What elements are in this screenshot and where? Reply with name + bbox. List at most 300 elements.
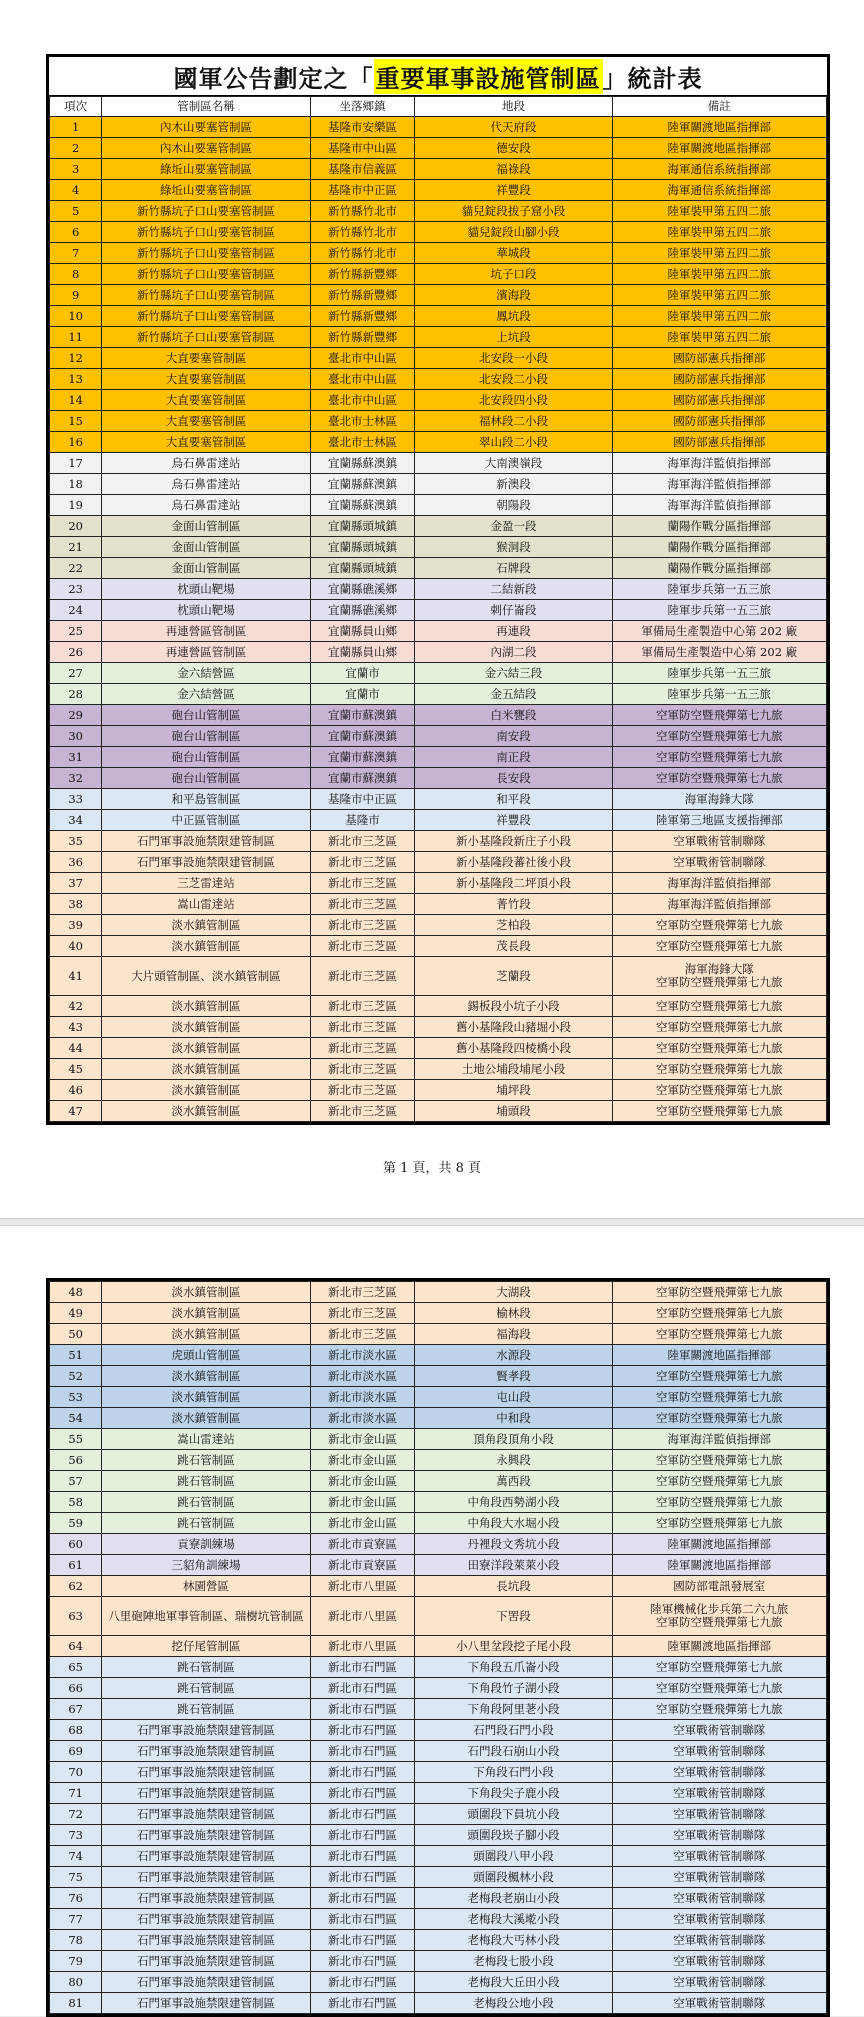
cell-remarks: 空軍防空暨飛彈第七九旅 bbox=[612, 1080, 826, 1101]
cell-remarks: 陸軍裝甲第五四二旅 bbox=[612, 243, 826, 264]
cell-remarks: 空軍戰術管制聯隊 bbox=[612, 1930, 826, 1951]
table-row bbox=[50, 306, 827, 327]
cell-township: 宜蘭縣頭城鎮 bbox=[310, 516, 415, 537]
cell-remarks: 陸軍步兵第一五三旅 bbox=[612, 600, 826, 621]
cell-zone-name: 淡水鎮管制區 bbox=[102, 1038, 310, 1059]
cell-index: 29 bbox=[50, 705, 102, 726]
cell-township: 新北市淡水區 bbox=[310, 1387, 415, 1408]
cell-zone-name: 石門軍事設施禁限建管制區 bbox=[102, 1867, 310, 1888]
cell-township: 新北市三芝區 bbox=[310, 996, 415, 1017]
cell-land-section: 石門段石門小段 bbox=[415, 1720, 612, 1741]
table-row bbox=[50, 1366, 827, 1387]
cell-zone-name: 石門軍事設施禁限建管制區 bbox=[102, 1846, 310, 1867]
cell-remarks: 空軍戰術管制聯隊 bbox=[612, 1720, 826, 1741]
cell-remarks: 空軍防空暨飛彈第七九旅 bbox=[612, 747, 826, 768]
table-body bbox=[50, 1282, 827, 2014]
cell-township: 新北市石門區 bbox=[310, 1909, 415, 1930]
cell-zone-name: 石門軍事設施禁限建管制區 bbox=[102, 1930, 310, 1951]
cell-zone-name: 再連營區管制區 bbox=[102, 642, 310, 663]
table-row bbox=[50, 1513, 827, 1534]
cell-index: 42 bbox=[50, 996, 102, 1017]
cell-zone-name: 淡水鎮管制區 bbox=[102, 996, 310, 1017]
table-row bbox=[50, 327, 827, 348]
cell-township: 宜蘭縣員山鄉 bbox=[310, 642, 415, 663]
table-row bbox=[50, 516, 827, 537]
cell-remarks: 陸軍裝甲第五四二旅 bbox=[612, 222, 826, 243]
remarks-line: 海軍海鋒大隊 bbox=[684, 962, 754, 976]
table-row bbox=[50, 1492, 827, 1513]
cell-township: 臺北市士林區 bbox=[310, 411, 415, 432]
cell-zone-name: 新竹縣坑子口山要塞管制區 bbox=[102, 327, 310, 348]
cell-zone-name: 石門軍事設施禁限建管制區 bbox=[102, 1825, 310, 1846]
cell-index: 40 bbox=[50, 936, 102, 957]
cell-township: 新北市三芝區 bbox=[310, 936, 415, 957]
cell-remarks: 軍備局生產製造中心第 202 廠 bbox=[612, 621, 826, 642]
cell-index: 10 bbox=[50, 306, 102, 327]
cell-land-section: 下罟段 bbox=[415, 1597, 612, 1636]
cell-township: 新竹縣竹北市 bbox=[310, 201, 415, 222]
table-row bbox=[50, 747, 827, 768]
cell-township: 新北市三芝區 bbox=[310, 957, 415, 996]
cell-index: 34 bbox=[50, 810, 102, 831]
table-row bbox=[50, 1597, 827, 1636]
table-row bbox=[50, 852, 827, 873]
statistics-table-frame bbox=[46, 54, 830, 1125]
cell-zone-name: 跳石管制區 bbox=[102, 1471, 310, 1492]
cell-land-section: 中角段西勢湖小段 bbox=[415, 1492, 612, 1513]
table-row bbox=[50, 810, 827, 831]
table-row bbox=[50, 621, 827, 642]
cell-remarks: 海軍通信系統指揮部 bbox=[612, 159, 826, 180]
cell-township: 新北市三芝區 bbox=[310, 894, 415, 915]
cell-zone-name: 金面山管制區 bbox=[102, 537, 310, 558]
cell-township: 宜蘭縣蘇澳鎮 bbox=[310, 495, 415, 516]
table-row bbox=[50, 1846, 827, 1867]
cell-index: 15 bbox=[50, 411, 102, 432]
table-row bbox=[50, 474, 827, 495]
table-row bbox=[50, 201, 827, 222]
cell-land-section: 下角段尖子鹿小段 bbox=[415, 1783, 612, 1804]
table-row bbox=[50, 1867, 827, 1888]
cell-land-section: 土地公埔段埔尾小段 bbox=[415, 1059, 612, 1080]
cell-zone-name: 石門軍事設施禁限建管制區 bbox=[102, 1909, 310, 1930]
cell-remarks: 陸軍關渡地區指揮部 bbox=[612, 1534, 826, 1555]
table-row bbox=[50, 1324, 827, 1345]
cell-index: 2 bbox=[50, 138, 102, 159]
cell-zone-name: 綠坵山要塞管制區 bbox=[102, 159, 310, 180]
cell-index: 55 bbox=[50, 1429, 102, 1450]
table-row bbox=[50, 1825, 827, 1846]
cell-land-section: 二結新段 bbox=[415, 579, 612, 600]
cell-index: 32 bbox=[50, 768, 102, 789]
cell-index: 35 bbox=[50, 831, 102, 852]
table-row bbox=[50, 1038, 827, 1059]
cell-land-section: 石牌段 bbox=[415, 558, 612, 579]
cell-land-section: 新小基隆段蕃社後小段 bbox=[415, 852, 612, 873]
table-row bbox=[50, 159, 827, 180]
cell-land-section: 長安段 bbox=[415, 768, 612, 789]
cell-zone-name: 和平島管制區 bbox=[102, 789, 310, 810]
cell-zone-name: 大直要塞管制區 bbox=[102, 432, 310, 453]
cell-township: 基隆市信義區 bbox=[310, 159, 415, 180]
cell-land-section: 賢孝段 bbox=[415, 1366, 612, 1387]
cell-zone-name: 烏石鼻雷達站 bbox=[102, 495, 310, 516]
cell-land-section: 頭圍段楓林小段 bbox=[415, 1867, 612, 1888]
cell-index: 50 bbox=[50, 1324, 102, 1345]
cell-index: 30 bbox=[50, 726, 102, 747]
cell-index: 66 bbox=[50, 1678, 102, 1699]
cell-zone-name: 跳石管制區 bbox=[102, 1678, 310, 1699]
cell-township: 新北市金山區 bbox=[310, 1471, 415, 1492]
cell-township: 宜蘭市蘇澳鎮 bbox=[310, 747, 415, 768]
cell-index: 27 bbox=[50, 663, 102, 684]
cell-land-section: 石門段石崩山小段 bbox=[415, 1741, 612, 1762]
cell-zone-name: 綠坵山要塞管制區 bbox=[102, 180, 310, 201]
cell-land-section: 南安段 bbox=[415, 726, 612, 747]
cell-zone-name: 淡水鎮管制區 bbox=[102, 1017, 310, 1038]
table-row bbox=[50, 1783, 827, 1804]
cell-zone-name: 淡水鎮管制區 bbox=[102, 1324, 310, 1345]
cell-land-section: 埔坪段 bbox=[415, 1080, 612, 1101]
cell-land-section: 菁竹段 bbox=[415, 894, 612, 915]
cell-remarks: 海軍海洋監偵指揮部 bbox=[612, 1429, 826, 1450]
cell-zone-name: 石門軍事設施禁限建管制區 bbox=[102, 1951, 310, 1972]
cell-index: 74 bbox=[50, 1846, 102, 1867]
cell-index: 65 bbox=[50, 1657, 102, 1678]
cell-index: 61 bbox=[50, 1555, 102, 1576]
cell-township: 新北市三芝區 bbox=[310, 1017, 415, 1038]
cell-index: 81 bbox=[50, 1993, 102, 2014]
cell-remarks: 空軍防空暨飛彈第七九旅 bbox=[612, 915, 826, 936]
cell-land-section: 金盈一段 bbox=[415, 516, 612, 537]
table-row bbox=[50, 138, 827, 159]
cell-zone-name: 大直要塞管制區 bbox=[102, 411, 310, 432]
header-zone-name: 管制區名稱 bbox=[102, 97, 310, 117]
cell-remarks: 國防部憲兵指揮部 bbox=[612, 369, 826, 390]
cell-index: 80 bbox=[50, 1972, 102, 1993]
cell-zone-name: 石門軍事設施禁限建管制區 bbox=[102, 1720, 310, 1741]
cell-township: 新北市三芝區 bbox=[310, 831, 415, 852]
cell-township: 宜蘭市 bbox=[310, 663, 415, 684]
cell-index: 69 bbox=[50, 1741, 102, 1762]
cell-township: 新北市石門區 bbox=[310, 1951, 415, 1972]
cell-index: 59 bbox=[50, 1513, 102, 1534]
table-row bbox=[50, 180, 827, 201]
cell-land-section: 華城段 bbox=[415, 243, 612, 264]
cell-remarks: 空軍防空暨飛彈第七九旅 bbox=[612, 1101, 826, 1122]
cell-zone-name: 砲台山管制區 bbox=[102, 705, 310, 726]
table-row bbox=[50, 1888, 827, 1909]
table-row bbox=[50, 495, 827, 516]
cell-township: 基隆市中正區 bbox=[310, 789, 415, 810]
cell-remarks: 空軍防空暨飛彈第七九旅 bbox=[612, 705, 826, 726]
cell-zone-name: 跳石管制區 bbox=[102, 1492, 310, 1513]
cell-zone-name: 三芝雷達站 bbox=[102, 873, 310, 894]
cell-land-section: 大南澳嶺段 bbox=[415, 453, 612, 474]
remarks-line: 空軍防空暨飛彈第七九旅 bbox=[656, 1615, 783, 1629]
cell-remarks: 國防部憲兵指揮部 bbox=[612, 348, 826, 369]
statistics-table-continued bbox=[49, 1281, 827, 2014]
table-row bbox=[50, 1534, 827, 1555]
cell-land-section: 頭圍段崁子腳小段 bbox=[415, 1825, 612, 1846]
table-row bbox=[50, 726, 827, 747]
cell-township: 新北市三芝區 bbox=[310, 1059, 415, 1080]
cell-index: 51 bbox=[50, 1345, 102, 1366]
cell-zone-name: 跳石管制區 bbox=[102, 1513, 310, 1534]
cell-remarks: 空軍防空暨飛彈第七九旅 bbox=[612, 1699, 826, 1720]
cell-remarks: 蘭陽作戰分區指揮部 bbox=[612, 558, 826, 579]
cell-township: 新北市金山區 bbox=[310, 1450, 415, 1471]
cell-remarks: 空軍戰術管制聯隊 bbox=[612, 1951, 826, 1972]
header-row bbox=[50, 97, 827, 117]
cell-township: 新北市三芝區 bbox=[310, 873, 415, 894]
cell-township: 新北市三芝區 bbox=[310, 1282, 415, 1303]
cell-land-section: 貓兒錠段山腳小段 bbox=[415, 222, 612, 243]
cell-remarks: 國防部憲兵指揮部 bbox=[612, 432, 826, 453]
remarks-line: 空軍防空暨飛彈第七九旅 bbox=[656, 975, 783, 989]
cell-index: 28 bbox=[50, 684, 102, 705]
cell-land-section: 田寮洋段萊萊小段 bbox=[415, 1555, 612, 1576]
cell-index: 7 bbox=[50, 243, 102, 264]
cell-land-section: 北安段二小段 bbox=[415, 369, 612, 390]
table-row bbox=[50, 1555, 827, 1576]
cell-remarks: 陸軍裝甲第五四二旅 bbox=[612, 327, 826, 348]
cell-remarks: 空軍戰術管制聯隊 bbox=[612, 1888, 826, 1909]
cell-index: 56 bbox=[50, 1450, 102, 1471]
cell-land-section: 猴洞段 bbox=[415, 537, 612, 558]
cell-land-section: 鳳坑段 bbox=[415, 306, 612, 327]
cell-index: 46 bbox=[50, 1080, 102, 1101]
cell-land-section: 下角段竹子湖小段 bbox=[415, 1678, 612, 1699]
cell-remarks: 陸軍關渡地區指揮部 bbox=[612, 138, 826, 159]
cell-zone-name: 石門軍事設施禁限建管制區 bbox=[102, 1741, 310, 1762]
table-row bbox=[50, 1657, 827, 1678]
cell-zone-name: 淡水鎮管制區 bbox=[102, 1303, 310, 1324]
table-row bbox=[50, 789, 827, 810]
cell-zone-name: 淡水鎮管制區 bbox=[102, 1408, 310, 1429]
cell-township: 宜蘭縣礁溪鄉 bbox=[310, 579, 415, 600]
cell-zone-name: 新竹縣坑子口山要塞管制區 bbox=[102, 222, 310, 243]
cell-remarks: 空軍戰術管制聯隊 bbox=[612, 1972, 826, 1993]
cell-index: 14 bbox=[50, 390, 102, 411]
cell-index: 49 bbox=[50, 1303, 102, 1324]
cell-township: 臺北市中山區 bbox=[310, 369, 415, 390]
cell-township: 新北市石門區 bbox=[310, 1993, 415, 2014]
cell-remarks: 空軍防空暨飛彈第七九旅 bbox=[612, 996, 826, 1017]
cell-zone-name: 新竹縣坑子口山要塞管制區 bbox=[102, 201, 310, 222]
table-row bbox=[50, 453, 827, 474]
cell-index: 11 bbox=[50, 327, 102, 348]
table-row bbox=[50, 558, 827, 579]
cell-remarks: 空軍戰術管制聯隊 bbox=[612, 1741, 826, 1762]
table-row bbox=[50, 642, 827, 663]
cell-remarks: 陸軍步兵第一五三旅 bbox=[612, 684, 826, 705]
table-row bbox=[50, 705, 827, 726]
table-row bbox=[50, 831, 827, 852]
cell-remarks: 空軍防空暨飛彈第七九旅 bbox=[612, 1450, 826, 1471]
cell-zone-name: 大片頭管制區、淡水鎮管制區 bbox=[102, 957, 310, 996]
cell-land-section: 錫板段小坑子小段 bbox=[415, 996, 612, 1017]
cell-remarks: 陸軍裝甲第五四二旅 bbox=[612, 264, 826, 285]
cell-remarks: 空軍防空暨飛彈第七九旅 bbox=[612, 1017, 826, 1038]
table-row bbox=[50, 1345, 827, 1366]
cell-zone-name: 石門軍事設施禁限建管制區 bbox=[102, 852, 310, 873]
cell-remarks: 空軍防空暨飛彈第七九旅 bbox=[612, 768, 826, 789]
cell-index: 52 bbox=[50, 1366, 102, 1387]
cell-land-section: 新小基隆段二坪頂小段 bbox=[415, 873, 612, 894]
table-row bbox=[50, 348, 827, 369]
cell-zone-name: 石門軍事設施禁限建管制區 bbox=[102, 1804, 310, 1825]
cell-township: 臺北市中山區 bbox=[310, 348, 415, 369]
cell-index: 77 bbox=[50, 1909, 102, 1930]
cell-township: 新北市石門區 bbox=[310, 1930, 415, 1951]
cell-remarks: 空軍防空暨飛彈第七九旅 bbox=[612, 1366, 826, 1387]
table-row bbox=[50, 1951, 827, 1972]
cell-index: 12 bbox=[50, 348, 102, 369]
cell-township: 新北市石門區 bbox=[310, 1720, 415, 1741]
cell-township: 新北市三芝區 bbox=[310, 1303, 415, 1324]
cell-township: 新竹縣新豐鄉 bbox=[310, 264, 415, 285]
cell-land-section: 永興段 bbox=[415, 1450, 612, 1471]
cell-index: 72 bbox=[50, 1804, 102, 1825]
cell-remarks: 陸軍步兵第一五三旅 bbox=[612, 663, 826, 684]
cell-zone-name: 大直要塞管制區 bbox=[102, 369, 310, 390]
table-row bbox=[50, 1909, 827, 1930]
cell-index: 68 bbox=[50, 1720, 102, 1741]
cell-land-section: 老梅段老崩山小段 bbox=[415, 1888, 612, 1909]
cell-zone-name: 枕頭山靶場 bbox=[102, 600, 310, 621]
table-row bbox=[50, 1059, 827, 1080]
cell-land-section: 北安段一小段 bbox=[415, 348, 612, 369]
table-row bbox=[50, 684, 827, 705]
cell-remarks: 空軍防空暨飛彈第七九旅 bbox=[612, 1657, 826, 1678]
statistics-table bbox=[49, 96, 827, 1122]
cell-index: 64 bbox=[50, 1636, 102, 1657]
cell-zone-name: 石門軍事設施禁限建管制區 bbox=[102, 1783, 310, 1804]
cell-land-section: 小八里坌段挖子尾小段 bbox=[415, 1636, 612, 1657]
cell-zone-name: 新竹縣坑子口山要塞管制區 bbox=[102, 306, 310, 327]
cell-land-section: 北安段四小段 bbox=[415, 390, 612, 411]
cell-zone-name: 烏石鼻雷達站 bbox=[102, 474, 310, 495]
cell-zone-name: 大直要塞管制區 bbox=[102, 348, 310, 369]
cell-zone-name: 石門軍事設施禁限建管制區 bbox=[102, 1993, 310, 2014]
cell-remarks: 海軍海洋監偵指揮部 bbox=[612, 453, 826, 474]
cell-remarks: 國防部電訊發展室 bbox=[612, 1576, 826, 1597]
cell-township: 宜蘭縣蘇澳鎮 bbox=[310, 474, 415, 495]
table-row bbox=[50, 390, 827, 411]
cell-township: 新北市三芝區 bbox=[310, 1080, 415, 1101]
cell-index: 63 bbox=[50, 1597, 102, 1636]
cell-index: 5 bbox=[50, 201, 102, 222]
cell-remarks: 海軍海洋監偵指揮部 bbox=[612, 894, 826, 915]
cell-township: 新北市石門區 bbox=[310, 1825, 415, 1846]
cell-land-section: 內湖二段 bbox=[415, 642, 612, 663]
cell-land-section: 頭圍段下員坑小段 bbox=[415, 1804, 612, 1825]
cell-remarks: 空軍戰術管制聯隊 bbox=[612, 1825, 826, 1846]
cell-zone-name: 淡水鎮管制區 bbox=[102, 1101, 310, 1122]
table-row bbox=[50, 1678, 827, 1699]
cell-zone-name: 淡水鎮管制區 bbox=[102, 1059, 310, 1080]
cell-township: 宜蘭縣頭城鎮 bbox=[310, 537, 415, 558]
cell-index: 25 bbox=[50, 621, 102, 642]
cell-land-section: 頂角段頂角小段 bbox=[415, 1429, 612, 1450]
cell-index: 21 bbox=[50, 537, 102, 558]
cell-index: 48 bbox=[50, 1282, 102, 1303]
cell-remarks: 空軍防空暨飛彈第七九旅 bbox=[612, 1678, 826, 1699]
cell-land-section: 水源段 bbox=[415, 1345, 612, 1366]
cell-land-section: 祥豐段 bbox=[415, 810, 612, 831]
cell-land-section: 埔頭段 bbox=[415, 1101, 612, 1122]
remarks-line: 陸軍機械化步兵第二六九旅 bbox=[650, 1602, 789, 1616]
table-row bbox=[50, 996, 827, 1017]
cell-zone-name: 內木山要塞管制區 bbox=[102, 117, 310, 138]
table-row bbox=[50, 873, 827, 894]
cell-zone-name: 淡水鎮管制區 bbox=[102, 915, 310, 936]
cell-index: 37 bbox=[50, 873, 102, 894]
cell-zone-name: 新竹縣坑子口山要塞管制區 bbox=[102, 285, 310, 306]
cell-township: 新北市石門區 bbox=[310, 1783, 415, 1804]
cell-zone-name: 烏石鼻雷達站 bbox=[102, 453, 310, 474]
cell-land-section: 貓兒錠段拔子窟小段 bbox=[415, 201, 612, 222]
table-row bbox=[50, 537, 827, 558]
cell-zone-name: 淡水鎮管制區 bbox=[102, 1366, 310, 1387]
cell-remarks: 空軍防空暨飛彈第七九旅 bbox=[612, 1059, 826, 1080]
cell-index: 71 bbox=[50, 1783, 102, 1804]
table-row bbox=[50, 1471, 827, 1492]
cell-zone-name: 跳石管制區 bbox=[102, 1450, 310, 1471]
cell-zone-name: 淡水鎮管制區 bbox=[102, 1282, 310, 1303]
table-row bbox=[50, 915, 827, 936]
cell-remarks: 空軍戰術管制聯隊 bbox=[612, 1762, 826, 1783]
cell-index: 62 bbox=[50, 1576, 102, 1597]
cell-land-section: 老梅段大丐林小段 bbox=[415, 1930, 612, 1951]
document-page-2 bbox=[0, 1226, 864, 2016]
cell-index: 1 bbox=[50, 117, 102, 138]
cell-township: 新北市石門區 bbox=[310, 1867, 415, 1888]
table-row bbox=[50, 1017, 827, 1038]
title-highlight: 重要軍事設施管制區 bbox=[374, 59, 603, 94]
cell-land-section: 芝柏段 bbox=[415, 915, 612, 936]
cell-land-section: 坑子口段 bbox=[415, 264, 612, 285]
table-row bbox=[50, 1101, 827, 1122]
cell-index: 70 bbox=[50, 1762, 102, 1783]
cell-land-section: 屯山段 bbox=[415, 1387, 612, 1408]
cell-remarks: 空軍戰術管制聯隊 bbox=[612, 1867, 826, 1888]
cell-remarks: 海軍海洋監偵指揮部 bbox=[612, 474, 826, 495]
cell-remarks: 空軍防空暨飛彈第七九旅 bbox=[612, 1038, 826, 1059]
header-township: 坐落鄉鎮 bbox=[310, 97, 415, 117]
cell-land-section: 福海段 bbox=[415, 1324, 612, 1345]
cell-index: 24 bbox=[50, 600, 102, 621]
table-row bbox=[50, 1699, 827, 1720]
cell-remarks: 空軍防空暨飛彈第七九旅 bbox=[612, 1387, 826, 1408]
cell-remarks: 陸軍裝甲第五四二旅 bbox=[612, 306, 826, 327]
table-row bbox=[50, 1930, 827, 1951]
cell-zone-name: 金六結營區 bbox=[102, 684, 310, 705]
cell-remarks: 陸軍關渡地區指揮部 bbox=[612, 1636, 826, 1657]
cell-zone-name: 內木山要塞管制區 bbox=[102, 138, 310, 159]
cell-zone-name: 砲台山管制區 bbox=[102, 747, 310, 768]
cell-land-section: 長坑段 bbox=[415, 1576, 612, 1597]
cell-township: 新北市石門區 bbox=[310, 1699, 415, 1720]
cell-land-section: 丹裡段文秀坑小段 bbox=[415, 1534, 612, 1555]
cell-township: 新北市金山區 bbox=[310, 1492, 415, 1513]
title-suffix: 」統計表 bbox=[602, 63, 703, 93]
cell-index: 18 bbox=[50, 474, 102, 495]
cell-index: 22 bbox=[50, 558, 102, 579]
cell-land-section: 老梅段公地小段 bbox=[415, 1993, 612, 2014]
cell-land-section: 翠山段二小段 bbox=[415, 432, 612, 453]
